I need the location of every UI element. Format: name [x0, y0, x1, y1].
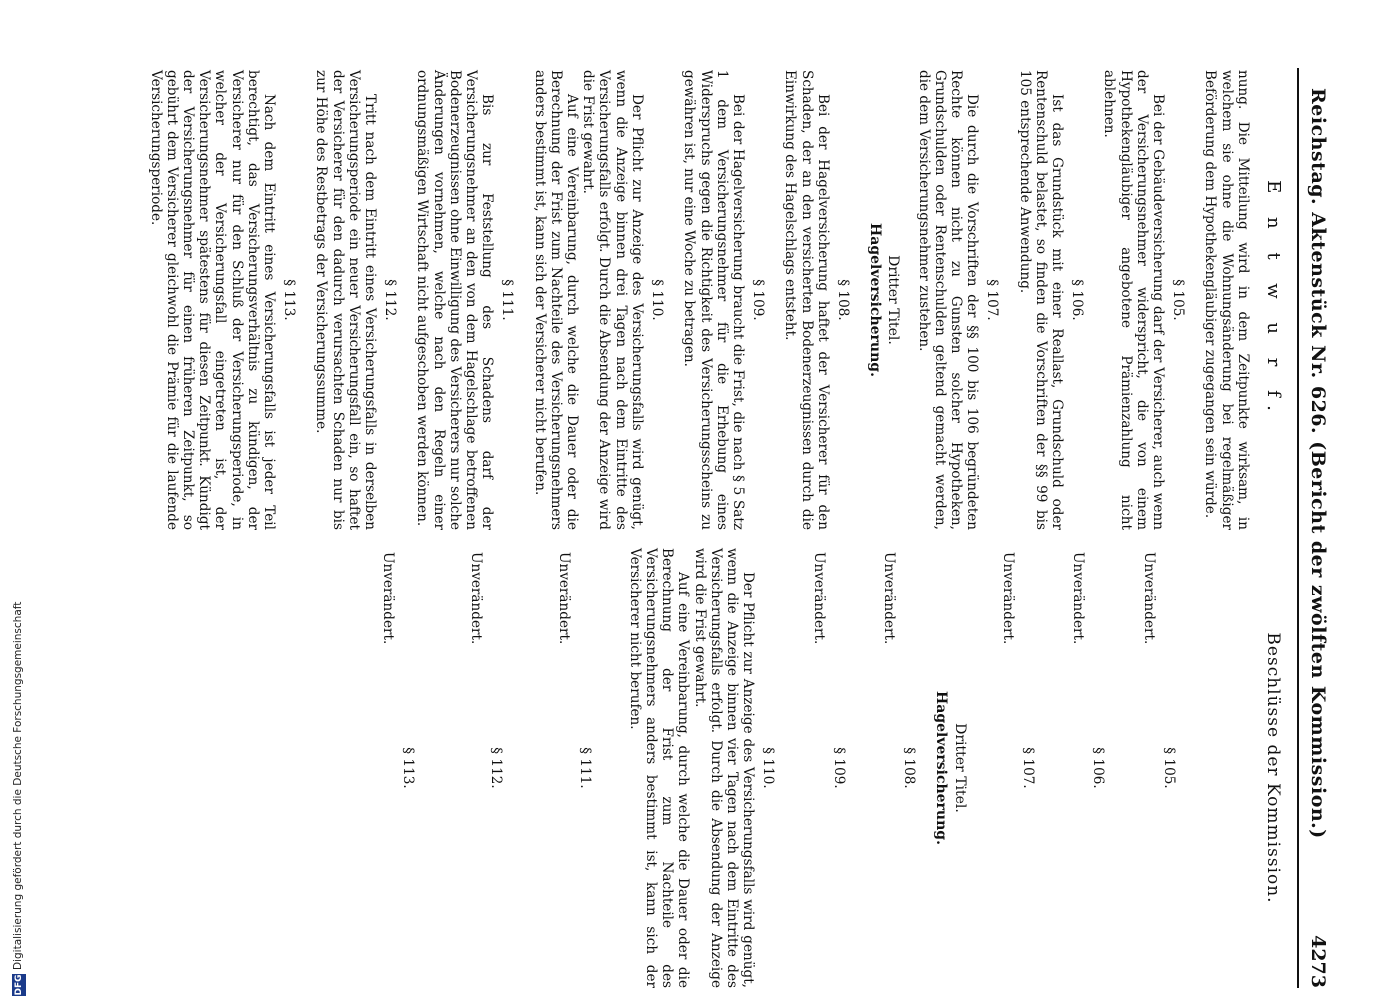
- title-heading: Dritter Titel.: [885, 255, 902, 345]
- section-106-label: § 106.: [1090, 747, 1107, 789]
- subtitle-heading: Hagelversicherung.: [933, 691, 950, 845]
- section-107-label: § 107.: [984, 279, 1001, 321]
- section-109-label: § 109.: [750, 279, 767, 321]
- section-105-label: § 105.: [1170, 279, 1187, 321]
- section-110-text-1: Der Pflicht zur Anzeige des Versicherungsfalls wird genügt, wenn die Anzeige binnen vier Tagen nach dem Eintritte des Versicherungsfalls erfolgt. Durch die Absendung der Anzeige wird die Frist gewahrt.: [691, 548, 757, 988]
- section-111-label: § 111.: [499, 279, 516, 321]
- unchanged-note: Unverändert.: [1140, 552, 1157, 645]
- dfg-logo: DFG: [14, 974, 24, 996]
- unchanged-note: Unverändert.: [1070, 552, 1087, 645]
- section-109-label: § 109.: [830, 747, 847, 789]
- section-112-label: § 112.: [488, 747, 505, 789]
- section-112-label: § 112.: [382, 279, 399, 321]
- section-108-label: § 108.: [834, 279, 851, 321]
- section-111-text: Bis zur Feststellung des Schadens darf der Versicherungsnehmer an den von dem Hagelschlage betroffenen Bodenerzeugnissen ohne Einwilligung des Versicherers nur solche Änderungen vornehmen, welche nach den Regeln einer ordnungsmäßigen Wirtschaft nicht aufgeschoben werden können.: [414, 70, 496, 530]
- header-title: Reichstag. Aktenstück Nr. 626. (Bericht der zwölften Kommission.): [1307, 88, 1329, 839]
- section-105-label: § 105.: [1160, 747, 1177, 789]
- right-column-title: Beschlüsse der Kommission.: [1263, 632, 1283, 904]
- section-108-label: § 108.: [901, 747, 918, 789]
- section-108-text: Bei der Hagelversicherung haftet der Versicherer für den Schaden, der an den versicherten Bodenerzeugnissen durch die Einwirkung des Hagelschlags entsteht.: [782, 70, 831, 530]
- unchanged-note: Unverändert.: [999, 552, 1016, 645]
- section-111-label: § 111.: [576, 747, 593, 789]
- section-113-label: § 113.: [281, 279, 298, 321]
- left-column-draft: [147, 70, 1287, 530]
- footer-credit: [4, 0, 34, 1000]
- unchanged-note: Unverändert.: [556, 552, 573, 645]
- section-109-text: Bei der Hagelversicherung braucht die Frist, die nach § 5 Satz 1 dem Versicherungsnehmer für die Erhebung eines Widerspruchs gegen die Richtigkeit des Versicherungsscheins zu gewähren ist, nur eine Woche zu betragen.: [681, 70, 746, 530]
- section-112-text: Tritt nach dem Eintritt eines Versicherungsfalls in derselben Versicherungsperiode ein neuer Versicherungsfall ein, so haftet der Versicherer für den dadurch verursachten Schaden nur bis zur Höhe des Restbetrags der Versicherungssumme.: [313, 70, 379, 530]
- unchanged-note: Unverändert.: [880, 552, 897, 645]
- section-113-label: § 113.: [399, 747, 416, 789]
- section-110-text-2: Auf eine Vereinbarung, durch welche die Dauer oder die Berechnung der Frist zum Nachteile des Versicherungsnehmers anders bestimmt ist, kann sich der Versicherer nicht berufen.: [626, 548, 692, 988]
- section-106-label: § 106.: [1069, 279, 1086, 321]
- section-107-text: Die durch die Vorschriften der §§ 100 bis 106 begründeten Rechte können nicht zu Gunsten solcher Hypotheken, Grundschulden oder Rentenschulden geltend gemacht werden, die dem Versicherungsnehmer zustehen.: [915, 70, 981, 530]
- unchanged-note: Unverändert.: [467, 552, 484, 645]
- section-110-label: § 110.: [760, 747, 777, 789]
- section-106-text: Ist das Grundstück mit einer Reallast, Grundschuld oder Rentenschuld belastet, so finden die Vorschriften der §§ 99 bis 105 entsprechende Anwendung.: [1016, 70, 1065, 530]
- title-heading: Dritter Titel.: [951, 723, 968, 813]
- left-column-title: E n t w u r f.: [1263, 180, 1284, 420]
- footer-text: Digitalisierung gefördert durch die Deutsche Forschungsgemeinschaft: [12, 601, 24, 970]
- unchanged-note: Unverändert.: [810, 552, 827, 645]
- section-110-text-1: Der Pflicht zur Anzeige des Versicherungsfalls wird genügt, wenn die Anzeige binnen drei Tagen nach dem Eintritte des Versicherungsfalls erfolgt. Durch die Absendung der Anzeige wird die Frist gewahrt.: [580, 70, 645, 530]
- unchanged-note: Unverändert.: [379, 552, 396, 645]
- running-header: [1297, 68, 1333, 988]
- intro-paragraph: nung. Die Mitteilung wird in dem Zeitpunkte wirksam, in welchem sie ohne die Wohnungsänderung bei regelmäßiger Beförderung dem Hypothekengläubiger zugegangen sein würde.: [1202, 70, 1251, 530]
- page-number: 4273: [1307, 935, 1329, 988]
- right-column-decisions: [379, 548, 1287, 988]
- section-107-label: § 107.: [1019, 747, 1036, 789]
- subtitle-heading: Hagelversicherung.: [867, 223, 884, 377]
- section-105-text: Bei der Gebäudeversicherung darf der Versicherer, auch wenn der Versicherungsnehmer widerspricht, die von einem Hypothekengläubiger angebotene Prämienzahlung nicht ablehnen.: [1101, 70, 1166, 530]
- section-110-text-2: Auf eine Vereinbarung, durch welche die Dauer oder die Berechnung der Frist zum Nachteile des Versicherungsnehmers anders bestimmt ist, kann sich der Versicherer nicht berufen.: [531, 70, 581, 530]
- section-113-text: Nach dem Eintritt eines Versicherungsfalls ist jeder Teil berechtigt, das Versicherungsverhältnis zu kündigen, der Versicherer nur für den Schluß der Versicherungsperiode, in welcher der Versicherungsfall eingetreten ist, der Versicherungsnehmer spätestens für diesen Zeitpunkt. Kündigt der Versicherungsnehmer für einen früheren Zeitpunkt, so gebührt dem Versicherer gleichwohl die Prämie für die laufende Versicherungsperiode.: [147, 70, 278, 530]
- section-110-label: § 110.: [649, 279, 666, 321]
